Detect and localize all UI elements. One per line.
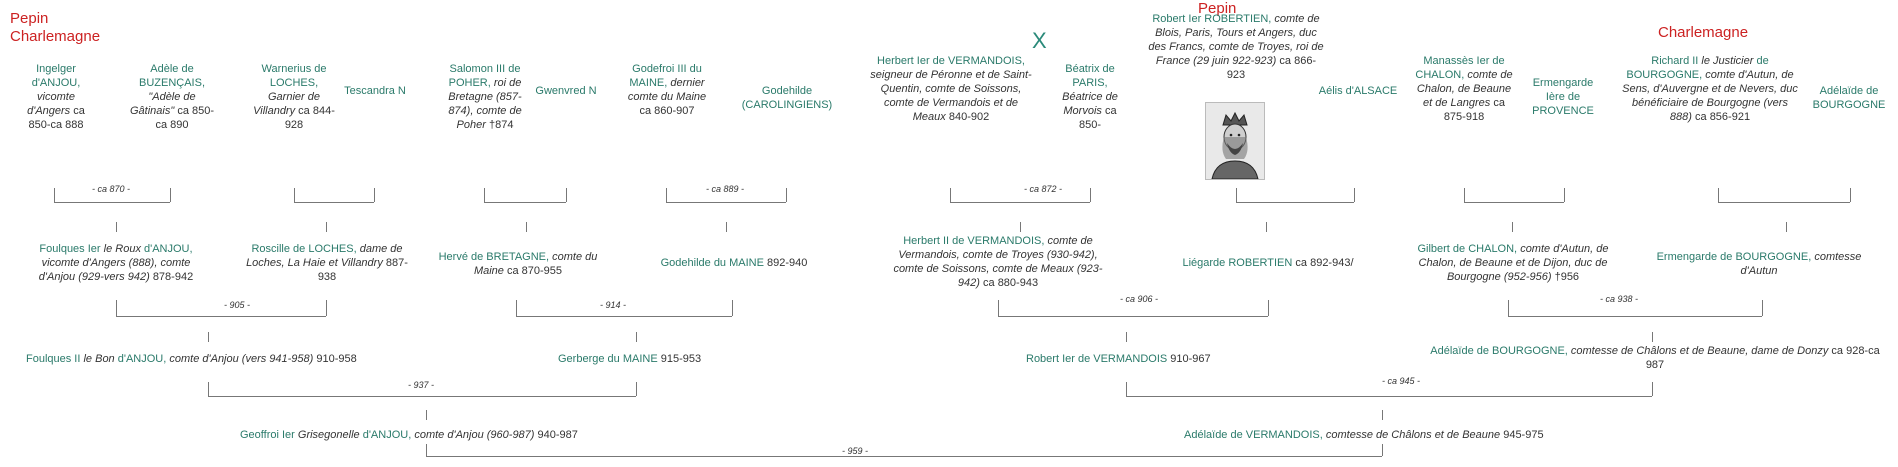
person-name[interactable]: Liégarde ROBERTIEN xyxy=(1182,257,1293,269)
person-dates: 910-958 xyxy=(316,353,357,365)
person-foulques1[interactable] xyxy=(26,242,206,284)
connector xyxy=(666,188,667,202)
person-aelis[interactable]: Aélis d'ALSACE xyxy=(1318,85,1398,97)
person-title: comte de Chalon, de Beaune et de Langres xyxy=(1416,69,1513,109)
person-name[interactable]: Herbert Ier de VERMANDOIS, xyxy=(877,55,1025,67)
connector xyxy=(374,188,375,202)
marriage-year: - ca 872 - xyxy=(1023,184,1063,194)
person-adelaide2[interactable] xyxy=(1420,344,1890,372)
descent-tick xyxy=(326,222,327,232)
person-gerberge[interactable] xyxy=(558,352,748,366)
person-dates: ca 850-ca 890 xyxy=(155,105,215,131)
marriage-year: - ca 938 - xyxy=(1599,294,1639,304)
person-title: seigneur de Péronne et de Saint-Quentin, comte de Soissons, comte de Vermandois et de Meaux xyxy=(870,69,1032,123)
marriage-line xyxy=(1718,202,1850,203)
person-name[interactable]: Robert Ier de VERMANDOIS xyxy=(1026,353,1168,365)
person-title: dame de Loches, La Haie et Villandry xyxy=(246,243,403,269)
connector xyxy=(1268,300,1269,316)
person-name[interactable]: Adèle de BUZENÇAIS, xyxy=(138,63,205,89)
person-dates: †956 xyxy=(1554,271,1580,283)
descent-tick xyxy=(1266,222,1267,232)
person-name[interactable]: Adélaïde de BOURGOGNE, xyxy=(1430,345,1568,357)
tag-charlemagne-right: Charlemagne xyxy=(1658,24,1749,41)
person-title: comte d'Anjou (960-987) xyxy=(414,429,535,441)
person-dates: ca 860-907 xyxy=(639,105,695,117)
connector xyxy=(1354,188,1355,202)
person-dates: ca 856-921 xyxy=(1695,111,1751,123)
person-geoffroi[interactable] xyxy=(240,428,640,442)
descent-tick xyxy=(1652,332,1653,342)
person-dates: 940-987 xyxy=(537,429,578,441)
descent-tick xyxy=(526,222,527,232)
marriage-line xyxy=(666,202,786,203)
x-marker: X xyxy=(1032,28,1047,53)
person-title: comtesse d'Autun xyxy=(1740,251,1862,277)
person-adelaide3[interactable] xyxy=(1184,428,1604,442)
person-tescandra[interactable]: Tescandra N xyxy=(344,85,406,97)
person-name[interactable]: Richard II xyxy=(1651,55,1699,67)
person-dates: ca 928-ca 987 xyxy=(1645,345,1880,371)
person-dates: ca 870-955 xyxy=(506,265,563,277)
person-name[interactable]: Adélaïde de VERMANDOIS, xyxy=(1184,429,1323,441)
person-adelaide1[interactable]: Adélaïde de BOURGOGNE xyxy=(1812,85,1886,111)
marriage-year: - 959 - xyxy=(841,446,868,456)
person-epithet: le Roux xyxy=(103,243,141,255)
crowned-king-portrait-icon xyxy=(1206,103,1264,179)
marriage-line xyxy=(1126,396,1652,397)
person-title: Béatrice de Morvois xyxy=(1062,91,1118,117)
connector xyxy=(950,188,951,202)
connector xyxy=(636,382,637,396)
person-manasses[interactable] xyxy=(1412,54,1516,124)
person-dates: 840-902 xyxy=(948,111,990,123)
person-beatrix[interactable] xyxy=(1052,62,1128,132)
descent-tick xyxy=(426,410,427,420)
connector xyxy=(116,300,117,316)
person-dates: 878-942 xyxy=(152,271,194,283)
marriage-line xyxy=(426,456,1382,457)
person-godehilde2[interactable] xyxy=(646,256,822,270)
descent-tick xyxy=(1786,222,1787,232)
person-name[interactable]: Foulques II xyxy=(26,353,81,365)
person-epithet: Grisegonelle xyxy=(297,429,360,441)
connector xyxy=(1762,300,1763,316)
person-ermengarde1[interactable]: Ermengarde Ière de PROVENCE xyxy=(1532,77,1594,117)
person-dates: 945-975 xyxy=(1503,429,1544,441)
person-title: roi de Bretagne (857-874), comte de Poher xyxy=(448,77,522,131)
person-title: Garnier de Villandry xyxy=(253,91,320,117)
person-epithet: le Bon xyxy=(83,353,115,365)
marriage-line xyxy=(484,202,566,203)
tag-pepin-mid: Pepin xyxy=(1198,0,1237,17)
connector xyxy=(208,382,209,396)
marriage-line xyxy=(1464,202,1564,203)
connector xyxy=(1850,188,1851,202)
marriage-year: - 905 - xyxy=(223,300,250,310)
person-name[interactable]: Foulques Ier xyxy=(39,243,101,255)
marriage-line xyxy=(516,316,732,317)
person-name[interactable]: Manassès Ier de CHALON, xyxy=(1415,55,1505,81)
descent-tick xyxy=(1020,222,1021,232)
person-dates: †874 xyxy=(488,119,514,131)
marriage-line xyxy=(1508,316,1762,317)
connector xyxy=(1126,382,1127,396)
connector xyxy=(54,188,55,202)
person-gilbert[interactable] xyxy=(1404,242,1622,284)
tag-charlemagne-left: Charlemagne xyxy=(10,28,101,45)
connector xyxy=(1564,188,1565,202)
descent-tick xyxy=(208,332,209,342)
marriage-year: - ca 870 - xyxy=(91,184,131,194)
person-warnerius[interactable] xyxy=(252,62,336,132)
person-dates: ca 850-ca 888 xyxy=(28,105,85,131)
person-name[interactable]: Gilbert de CHALON, xyxy=(1417,243,1518,255)
marriage-line xyxy=(1236,202,1354,203)
person-name[interactable]: Warnerius de LOCHES, xyxy=(261,63,327,89)
descent-tick xyxy=(1126,332,1127,342)
person-alias: "Adèle de Gâtinais" xyxy=(129,91,196,117)
person-name[interactable]: Godehilde du MAINE xyxy=(660,257,764,269)
person-name[interactable]: Ermengarde de BOURGOGNE, xyxy=(1656,251,1812,263)
person-title: comte d'Anjou (vers 941-958) xyxy=(169,353,314,365)
person-title: vicomte d'Angers (888), comte d'Anjou (929-vers 942) xyxy=(38,257,191,283)
person-title: comte d'Autun, de Sens, d'Auvergne et de Nevers, duc bénéficiaire de Bourgogne (vers 888) xyxy=(1622,69,1798,123)
person-robert1v[interactable] xyxy=(1026,352,1246,366)
person-ingelger[interactable] xyxy=(18,62,94,132)
person-dates: ca 880-943 xyxy=(983,277,1039,289)
person-title: comtesse de Châlons et de Beaune, dame de Donzy xyxy=(1570,345,1829,357)
person-name-suffix[interactable]: d'ANJOU, xyxy=(144,243,193,255)
person-title: vicomte d'Angers xyxy=(27,91,75,117)
person-name[interactable]: Hervé de BRETAGNE, xyxy=(438,251,550,263)
person-name[interactable]: Geoffroi Ier xyxy=(240,429,295,441)
robert-portrait-image[interactable] xyxy=(1205,102,1265,180)
person-dates: ca 866-923 xyxy=(1226,55,1317,81)
connector xyxy=(1718,188,1719,202)
connector xyxy=(1236,188,1237,202)
person-dates: ca 892-943/ xyxy=(1295,257,1354,269)
person-name[interactable]: Godefroi III du MAINE, xyxy=(629,63,702,89)
person-name[interactable]: Robert Ier ROBERTIEN, xyxy=(1152,13,1272,25)
connector xyxy=(516,300,517,316)
person-name[interactable]: Gerberge du MAINE xyxy=(558,353,658,365)
person-title: comte de Vermandois, comte de Troyes (930-942), comte de Soissons, comte de Meaux (923-942) xyxy=(893,235,1103,289)
person-herbert1[interactable] xyxy=(866,54,1036,124)
marriage-year: - 937 - xyxy=(407,380,434,390)
person-title: comte du Maine xyxy=(473,251,598,277)
person-gwenvred[interactable]: Gwenvred N xyxy=(535,85,597,97)
person-dates: 887-938 xyxy=(317,257,408,283)
person-name[interactable]: Salomon III de POHER, xyxy=(448,63,521,89)
person-dates: ca 844-928 xyxy=(284,105,335,131)
marriage-line xyxy=(998,316,1268,317)
marriage-year: - 914 - xyxy=(599,300,626,310)
marriage-line xyxy=(116,316,326,317)
connector xyxy=(1382,444,1383,456)
person-name-suffix[interactable]: d'ANJOU, xyxy=(362,429,412,441)
marriage-line xyxy=(950,202,1090,203)
person-herbert2[interactable] xyxy=(886,234,1110,290)
descent-tick xyxy=(116,222,117,232)
connector xyxy=(294,188,295,202)
descent-tick xyxy=(636,332,637,342)
person-salomon[interactable] xyxy=(436,62,534,132)
connector xyxy=(998,300,999,316)
person-title: comte de Blois, Paris, Tours et Angers, duc des Francs, comte de Troyes, roi de France (29 juin 922-923) xyxy=(1148,13,1324,67)
person-name-suffix[interactable]: de BOURGOGNE, xyxy=(1626,55,1769,81)
person-title: comte d'Autun, de Chalon, de Beaune et de Dijon, duc de Bourgogne (952-956) xyxy=(1418,243,1609,283)
person-dates: 915-953 xyxy=(660,353,702,365)
person-liegarde[interactable] xyxy=(1164,256,1372,270)
person-godefroi[interactable] xyxy=(622,62,712,118)
connector xyxy=(326,300,327,316)
person-name[interactable]: Herbert II de VERMANDOIS, xyxy=(903,235,1045,247)
connector xyxy=(566,188,567,202)
connector xyxy=(786,188,787,202)
person-name-suffix[interactable]: d'ANJOU, xyxy=(117,353,167,365)
person-ermengarde2[interactable] xyxy=(1642,250,1876,278)
person-dates: 892-940 xyxy=(767,257,808,269)
connector xyxy=(484,188,485,202)
person-foulques2[interactable] xyxy=(26,352,406,366)
person-epithet: le Justicier xyxy=(1701,55,1754,67)
connector xyxy=(1464,188,1465,202)
connector xyxy=(1090,188,1091,202)
person-dates: 910-967 xyxy=(1170,353,1211,365)
person-adele[interactable] xyxy=(128,62,216,132)
marriage-line xyxy=(54,202,170,203)
marriage-year: - ca 945 - xyxy=(1381,376,1421,386)
person-roscille[interactable] xyxy=(246,242,408,284)
connector xyxy=(170,188,171,202)
person-richard[interactable] xyxy=(1620,54,1800,124)
tag-pepin-left: Pepin xyxy=(10,10,49,27)
marriage-year: - ca 906 - xyxy=(1119,294,1159,304)
person-title: dernier comte du Maine xyxy=(627,77,707,103)
marriage-line xyxy=(294,202,374,203)
connector xyxy=(1652,382,1653,396)
marriage-line xyxy=(208,396,636,397)
descent-tick xyxy=(726,222,727,232)
connector xyxy=(732,300,733,316)
connector xyxy=(426,444,427,456)
descent-tick xyxy=(1512,222,1513,232)
person-name[interactable]: Ingelger d'ANJOU, xyxy=(31,63,81,89)
descent-tick xyxy=(1382,410,1383,420)
person-name[interactable]: Roscille de LOCHES, xyxy=(251,243,357,255)
person-dates: ca 850- xyxy=(1078,105,1117,131)
person-robert[interactable] xyxy=(1148,12,1324,82)
person-name[interactable]: Béatrix de PARIS, xyxy=(1065,63,1115,89)
person-dates: ca 875-918 xyxy=(1443,97,1505,123)
person-herve[interactable] xyxy=(430,250,606,278)
person-godehilde[interactable]: Godehilde (CAROLINGIENS) xyxy=(741,85,833,111)
person-title: comtesse de Châlons et de Beaune xyxy=(1325,429,1501,441)
connector xyxy=(1508,300,1509,316)
marriage-year: - ca 889 - xyxy=(705,184,745,194)
